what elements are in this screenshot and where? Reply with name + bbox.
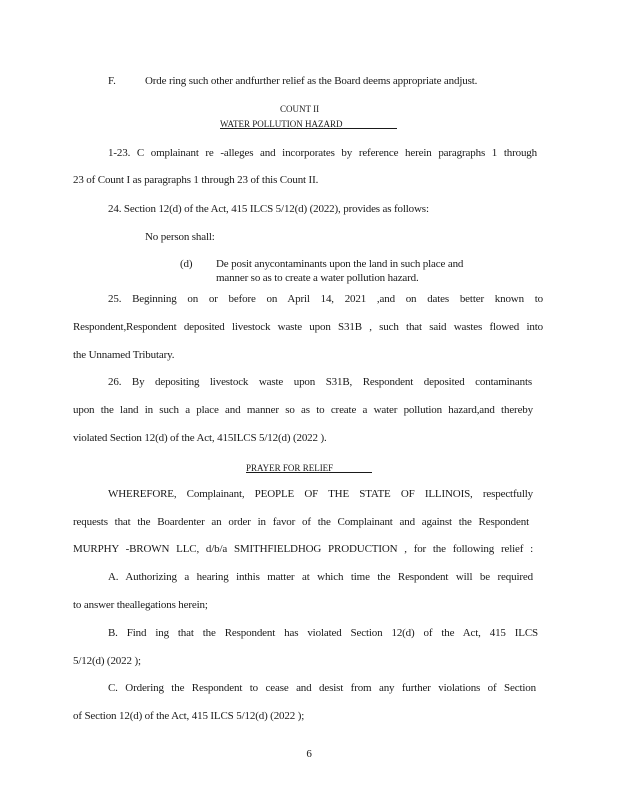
item-a-line1: A. Authorizing a hearing inthis matter at which time the Respondent will be required [108,571,533,583]
item-c-line1: C. Ordering the Respondent to cease and desist from any further violations of Section [108,682,536,694]
count-heading-line2: WATER POLLUTION HAZARD [220,119,343,129]
item-c-line2: of Section 12(d) of the Act, 415 ILCS 5/12(d) (2022 ); [73,710,305,722]
para-24-item-line1: De posit anycontaminants upon the land in such place and [216,258,464,270]
para-25-line3: the Unnamed Tributary. [73,349,175,361]
wherefore-line2: requests that the Boardenter an order in favor of the Complainant and against the Respondent [73,516,529,528]
para-25-line2: Respondent,Respondent deposited livestock waste upon S31B , such that said wastes flowed into [73,321,543,333]
item-b-line2: 5/12(d) (2022 ); [73,655,141,667]
wherefore-line1: WHEREFORE, Complainant, PEOPLE OF THE STATE OF ILLINOIS, respectfully [108,488,533,500]
para-24-quote-intro: No person shall: [145,231,215,243]
prayer-heading-underline [246,472,372,473]
paragraph-f-label: F. [108,75,116,87]
para-26-line2: upon the land in such a place and manner so as to create a water pollution hazard,and thereby [73,404,533,416]
para-24-item-label: (d) [180,258,193,270]
para-1-23-line2: 23 of Count I as paragraphs 1 through 23 of this Count II. [73,174,319,186]
item-b-line1: B. Find ing that the Respondent has violated Section 12(d) of the Act, 415 ILCS [108,627,538,639]
para-24-line1: 24. Section 12(d) of the Act, 415 ILCS 5/12(d) (2022), provides as follows: [108,203,429,215]
para-26-line3: violated Section 12(d) of the Act, 415ILCS 5/12(d) (2022 ). [73,432,327,444]
page-number: 6 [306,748,312,760]
para-1-23-line1: 1-23. C omplainant re -alleges and incorporates by reference herein paragraphs 1 through [108,147,537,159]
count-heading-line1: COUNT II [280,104,320,114]
paragraph-f-text: Orde ring such other andfurther relief as the Board deems appropriate andjust. [145,75,478,87]
para-26-line1: 26. By depositing livestock waste upon S31B, Respondent deposited contaminants [108,376,532,388]
item-a-line2: to answer theallegations herein; [73,599,208,611]
para-25-line1: 25. Beginning on or before on April 14, 2021 ,and on dates better known to [108,293,543,305]
para-24-item-line2: manner so as to create a water pollution hazard. [216,272,419,284]
prayer-heading: PRAYER FOR RELIEF [246,463,334,473]
count-heading-underline [220,128,397,129]
wherefore-line3: MURPHY -BROWN LLC, d/b/a SMITHFIELDHOG PRODUCTION , for the following relief : [73,543,533,555]
